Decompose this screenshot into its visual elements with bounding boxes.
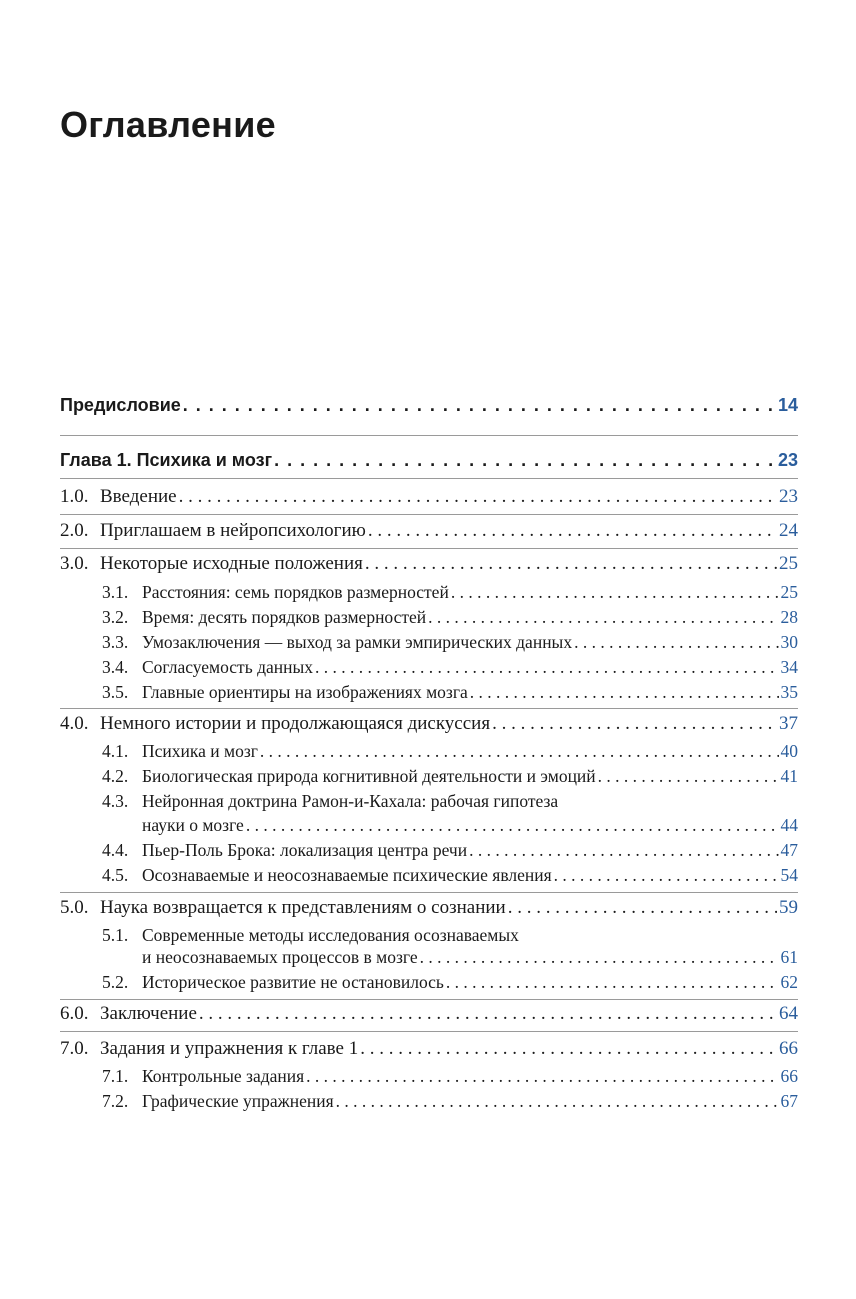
toc-entry-title: Современные методы исследования осознаваемых: [142, 925, 519, 945]
toc-entry-number: 3.4.: [102, 657, 129, 677]
toc-entry-title: Приглашаем в нейропсихологию: [100, 520, 366, 541]
toc-entry-number: 4.0.: [60, 713, 89, 734]
toc-entry-number: 4.3.: [102, 791, 129, 811]
toc-page-number: 61: [780, 947, 798, 967]
toc-entry-6-0[interactable]: [60, 1003, 798, 1025]
toc-entry-number: 5.0.: [60, 897, 89, 918]
section-divider: [60, 999, 798, 1000]
toc-entry-number: 3.1.: [102, 582, 129, 602]
section-divider: [60, 514, 798, 515]
toc-page-number: 35: [780, 682, 798, 702]
toc-page-number: 44: [780, 815, 798, 835]
toc-leader-dots: [336, 1091, 779, 1112]
toc-entry-title: Пьер-Поль Брока: локализация центра речи: [142, 840, 468, 860]
toc-entry-number: 7.1.: [102, 1066, 129, 1086]
toc-entry-number: 7.0.: [60, 1038, 89, 1059]
toc-entry-number: 5.2.: [102, 972, 129, 992]
toc-leader-dots: [470, 682, 779, 703]
toc-entry-title: Нейронная доктрина Рамон-и-Кахала: рабочая гипотеза: [142, 791, 559, 811]
toc-leader-dots: [260, 741, 779, 762]
toc-entry-4-2[interactable]: [60, 766, 798, 787]
toc-entry-2-0[interactable]: [60, 520, 798, 542]
toc-leader-dots: [420, 947, 779, 968]
toc-page-number: 41: [780, 766, 798, 786]
toc-entry-title: Главные ориентиры на изображениях мозга: [142, 682, 468, 702]
toc-entry-title: Контрольные задания: [142, 1066, 305, 1086]
toc-page-number: 66: [779, 1038, 798, 1059]
section-divider: [60, 435, 798, 436]
toc-entry-number: 7.2.: [102, 1091, 129, 1111]
section-divider: [60, 708, 798, 709]
toc-entry-title: Умозаключения — выход за рамки эмпирических данных: [142, 632, 573, 652]
toc-entry-title: Наука возвращается к представлениям о сознании: [100, 897, 506, 918]
toc-entry-number: 6.0.: [60, 1003, 89, 1024]
toc-entry-title: Осознаваемые и неосознаваемые психические явления: [142, 865, 552, 885]
toc-entry-7-1[interactable]: [60, 1066, 798, 1087]
toc-entry-4-3-continued[interactable]: [60, 815, 798, 836]
toc-entry-title: Время: десять порядков размерностей: [142, 607, 427, 627]
toc-leader-dots: [274, 450, 776, 471]
toc-entry-title: Расстояния: семь порядков размерностей: [142, 582, 449, 602]
toc-entry-3-2[interactable]: [60, 607, 798, 628]
toc-page-number: 54: [780, 865, 798, 885]
toc-entry-title-continued: и неосознаваемых процессов в мозге: [142, 947, 418, 967]
toc-entry-number: 3.5.: [102, 682, 129, 702]
toc-entry-number: 3.2.: [102, 607, 129, 627]
toc-page-number: 23: [779, 486, 798, 507]
toc-entry-number: 3.0.: [60, 553, 89, 574]
toc-entry-4-5[interactable]: [60, 865, 798, 886]
toc-page-number: 34: [780, 657, 798, 677]
toc-entry-title: Немного истории и продолжающаяся дискуссия: [100, 713, 491, 734]
toc-entry-4-0[interactable]: [60, 713, 798, 735]
toc-leader-dots: [199, 1003, 777, 1025]
toc-entry-title: Заключение: [100, 1003, 197, 1024]
toc-entry-5-1-continued[interactable]: [60, 947, 798, 968]
toc-entry-5-0[interactable]: [60, 897, 798, 919]
toc-entry-number: 4.1.: [102, 741, 129, 761]
toc-leader-dots: [451, 582, 779, 603]
section-divider: [60, 478, 798, 479]
toc-page-number: 37: [779, 713, 798, 734]
toc-entry-3-3[interactable]: [60, 632, 798, 653]
toc-entry-title: Глава 1. Психика и мозг: [60, 450, 273, 470]
toc-page-number: 25: [780, 582, 798, 602]
toc-page-number: 25: [779, 553, 798, 574]
toc-leader-dots: [446, 972, 779, 993]
toc-entry-number: 3.3.: [102, 632, 129, 652]
toc-page-number: 23: [777, 450, 798, 470]
toc-page-number: 66: [780, 1066, 798, 1086]
toc-entry-4-1[interactable]: [60, 741, 798, 762]
toc-entry-3-4[interactable]: [60, 657, 798, 678]
toc-leader-dots: [574, 632, 778, 653]
toc-entry-number: 4.5.: [102, 865, 129, 885]
toc-entry-number: 4.2.: [102, 766, 129, 786]
toc-leader-dots: [246, 815, 779, 836]
toc-entry-chapter-1[interactable]: [60, 450, 798, 471]
toc-entry-title: Введение: [100, 486, 177, 507]
toc-leader-dots: [428, 607, 778, 628]
toc-leader-dots: [554, 865, 779, 886]
toc-entry-title: Биологическая природа когнитивной деятельности и эмоций: [142, 766, 596, 786]
toc-leader-dots: [492, 713, 777, 735]
toc-leader-dots: [183, 395, 776, 416]
toc-entry-title: Предисловие: [60, 395, 181, 415]
toc-entry-number: 1.0.: [60, 486, 89, 507]
toc-page-number: 64: [779, 1003, 798, 1024]
table-of-contents: [60, 0, 798, 1299]
toc-leader-dots: [598, 766, 779, 787]
toc-leader-dots: [360, 1038, 777, 1060]
toc-entry-3-5[interactable]: [60, 682, 798, 703]
toc-page-number: 47: [780, 840, 798, 860]
toc-entry-7-0[interactable]: [60, 1038, 798, 1060]
toc-entry-title: Задания и упражнения к главе 1: [100, 1038, 359, 1059]
toc-entry-5-2[interactable]: [60, 972, 798, 993]
section-divider: [60, 892, 798, 893]
toc-leader-dots: [179, 486, 777, 508]
toc-entry-number: 2.0.: [60, 520, 89, 541]
toc-entry-3-1[interactable]: [60, 582, 798, 603]
toc-entry-title: Графические упражнения: [142, 1091, 334, 1111]
toc-entry-4-4[interactable]: [60, 840, 798, 861]
toc-leader-dots: [508, 897, 777, 919]
toc-leader-dots: [315, 657, 779, 678]
toc-entry-number: 5.1.: [102, 925, 129, 945]
toc-entry-4-3[interactable]: [60, 791, 798, 812]
toc-leader-dots: [469, 840, 778, 861]
toc-page-number: 40: [780, 741, 798, 761]
page-title: Оглавление: [60, 104, 276, 145]
toc-page-number: 24: [779, 520, 798, 541]
toc-page-number: 30: [780, 632, 798, 652]
toc-page-number: 59: [779, 897, 798, 918]
toc-leader-dots: [368, 520, 777, 542]
toc-entry-title: Некоторые исходные положения: [100, 553, 363, 574]
toc-entry-3-0[interactable]: [60, 553, 798, 575]
toc-leader-dots: [365, 553, 777, 575]
toc-leader-dots: [306, 1066, 778, 1087]
section-divider: [60, 548, 798, 549]
toc-entry-5-1[interactable]: [60, 925, 798, 946]
toc-entry-1-0[interactable]: [60, 486, 798, 508]
toc-entry-number: 4.4.: [102, 840, 129, 860]
toc-page-number: 62: [780, 972, 798, 992]
toc-entry-title-continued: науки о мозге: [142, 815, 244, 835]
toc-page-number: 14: [777, 395, 798, 415]
toc-entry-title: Психика и мозг: [142, 741, 258, 761]
toc-page-number: 28: [780, 607, 798, 627]
toc-page-number: 67: [780, 1091, 798, 1111]
toc-entry-title: Историческое развитие не остановилось: [142, 972, 444, 992]
section-divider: [60, 1031, 798, 1032]
toc-entry-preface[interactable]: [60, 395, 798, 416]
toc-entry-title: Согласуемость данных: [142, 657, 313, 677]
toc-entry-7-2[interactable]: [60, 1091, 798, 1112]
